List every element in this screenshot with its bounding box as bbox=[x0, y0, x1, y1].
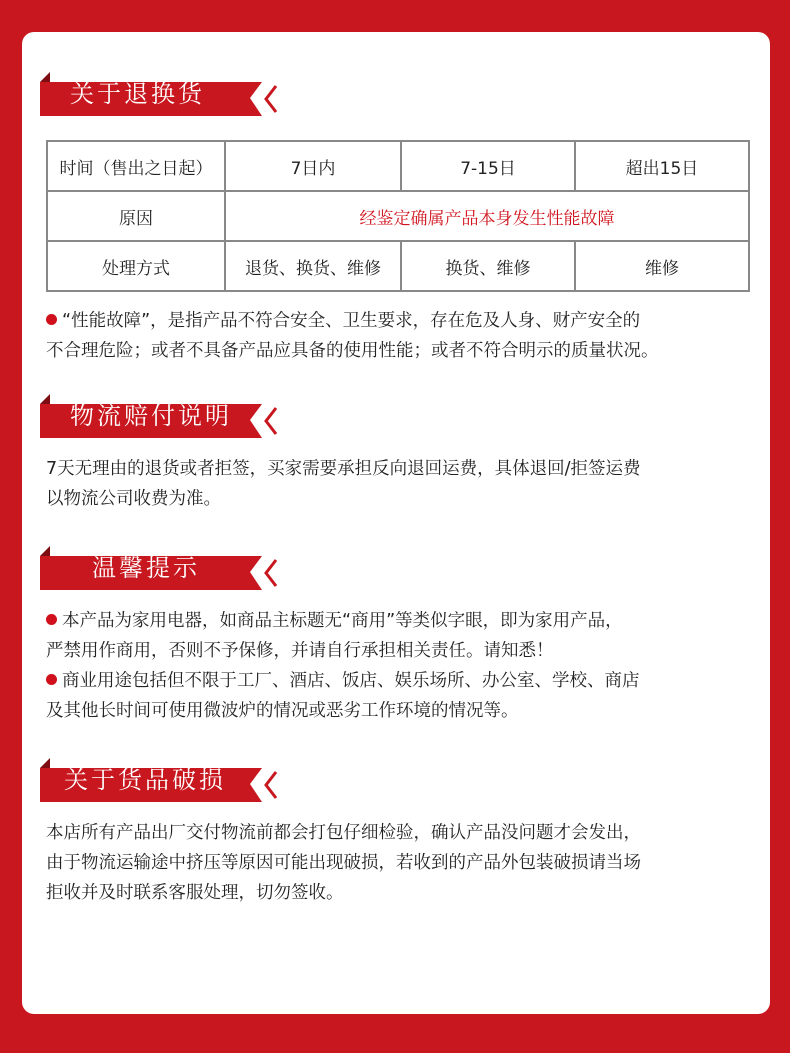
section-banner-returns bbox=[40, 72, 280, 116]
table-row bbox=[47, 141, 749, 191]
section-banner-damage bbox=[40, 758, 280, 802]
table-cell: 7日内 bbox=[225, 141, 401, 191]
tips-list bbox=[46, 606, 756, 726]
bullet-dot-icon bbox=[46, 614, 57, 625]
table-row bbox=[47, 191, 749, 241]
table-cell: 时间（售出之日起） bbox=[47, 141, 225, 191]
table-cell: 退货、换货、维修 bbox=[225, 241, 401, 291]
table-cell: 换货、维修 bbox=[401, 241, 575, 291]
text-line: 本店所有产品出厂交付物流前都会打包仔细检验，确认产品没问题才会发出， bbox=[46, 823, 641, 843]
logistics-text bbox=[46, 454, 756, 514]
returns-note bbox=[46, 306, 756, 366]
section-title: 关于货品破损 bbox=[64, 766, 226, 794]
section-title: 物流赔付说明 bbox=[70, 402, 232, 430]
list-item-continuation: 严禁用作商用，否则不予保修，并请自行承担相关责任。请知悉！ bbox=[46, 641, 554, 661]
note-line: “性能故障”，是指产品不符合安全、卫生要求，存在危及人身、财产安全的 bbox=[46, 306, 756, 336]
content-card bbox=[22, 32, 770, 1014]
section-banner-logistics bbox=[40, 394, 280, 438]
list-item: 商业用途包括但不限于工厂、酒店、饭店、娱乐场所、办公室、学校、商店 bbox=[46, 666, 756, 696]
note-line: 不合理危险；或者不具备产品应具备的使用性能；或者不符合明示的质量状况。 bbox=[46, 341, 659, 361]
section-banner-tips bbox=[40, 546, 280, 590]
table-cell: 超出15日 bbox=[575, 141, 749, 191]
damage-text bbox=[46, 818, 756, 908]
table-row bbox=[47, 241, 749, 291]
returns-table bbox=[46, 140, 750, 292]
table-cell: 原因 bbox=[47, 191, 225, 241]
table-cell: 处理方式 bbox=[47, 241, 225, 291]
list-item: 本产品为家用电器，如商品主标题无“商用”等类似字眼，即为家用产品， bbox=[46, 606, 756, 636]
text-line: 以物流公司收费为准。 bbox=[46, 489, 221, 509]
list-item-continuation: 及其他长时间可使用微波炉的情况或恶劣工作环境的情况等。 bbox=[46, 701, 519, 721]
bullet-dot-icon bbox=[46, 674, 57, 685]
text-line: 7天无理由的退货或者拒签，买家需要承担反向退回运费，具体退回/拒签运费 bbox=[46, 459, 641, 479]
section-title: 温馨提示 bbox=[92, 554, 200, 582]
table-cell: 7-15日 bbox=[401, 141, 575, 191]
text-line: 由于物流运输途中挤压等原因可能出现破损，若收到的产品外包装破损请当场 bbox=[46, 853, 641, 873]
table-cell: 经鉴定确属产品本身发生性能故障 bbox=[225, 191, 749, 241]
text-line: 拒收并及时联系客服处理，切勿签收。 bbox=[46, 883, 344, 903]
section-title: 关于退换货 bbox=[70, 80, 205, 108]
bullet-dot-icon bbox=[46, 314, 57, 325]
table-cell: 维修 bbox=[575, 241, 749, 291]
